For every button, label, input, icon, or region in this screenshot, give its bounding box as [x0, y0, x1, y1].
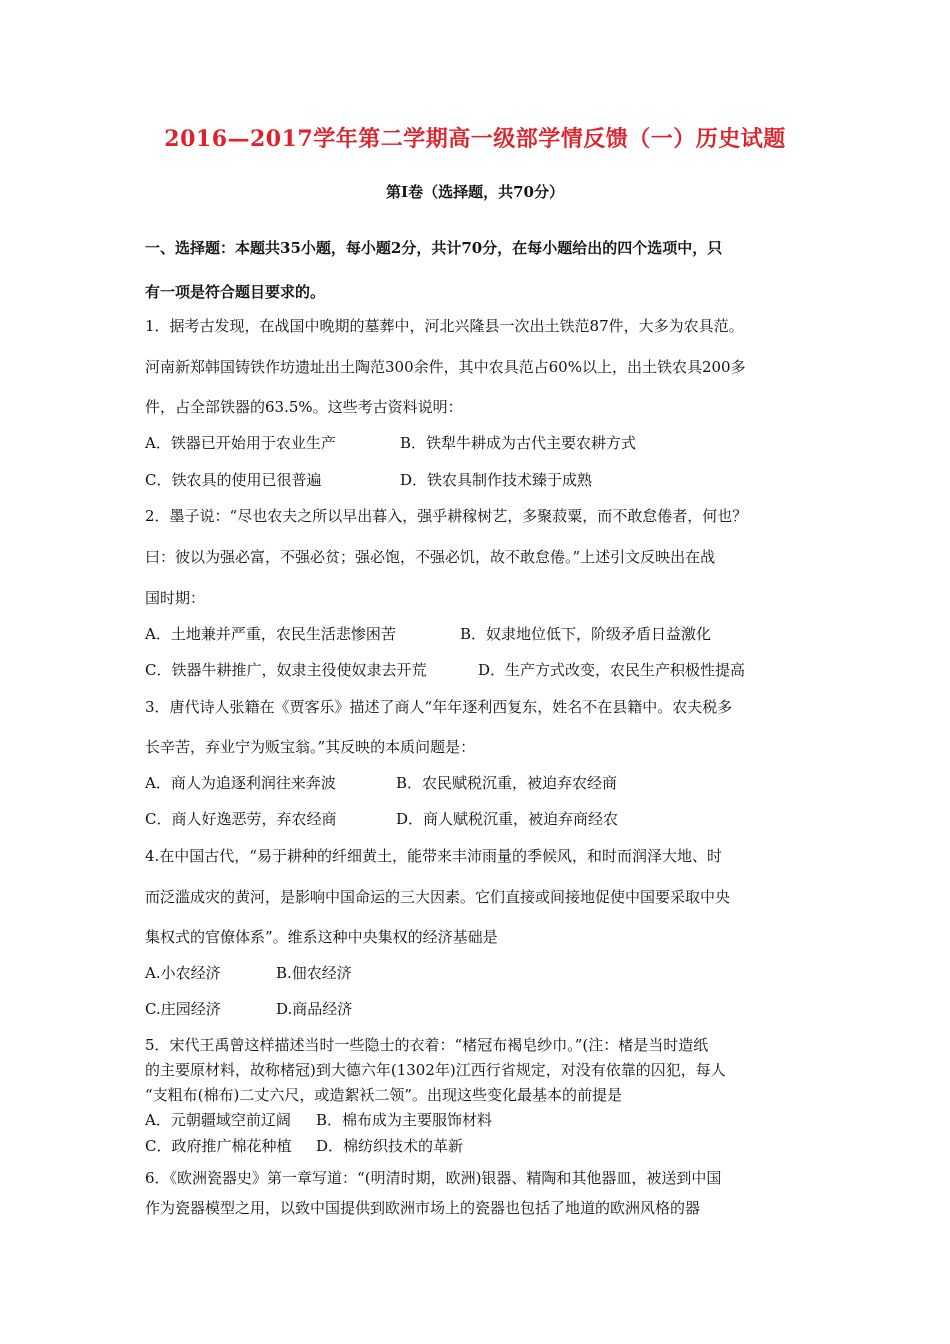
q6-stem-line-2: 作为瓷器模型之用，以致中国提供到欧洲市场上的瓷器也包括了地道的欧洲风格的器 — [145, 1199, 701, 1217]
q3-option-c: C．商人好逸恶劳，弃农经商 — [145, 810, 337, 828]
q5-stem-line-3: “支粗布(棉布)二丈六尺，或造絮袄二领”。出现这些变化最基本的前提是 — [145, 1086, 623, 1104]
q3-option-b: B．农民赋税沉重，被迫弃农经商 — [396, 774, 618, 792]
section-instruction-line-2: 有一项是符合题目要求的。 — [145, 283, 326, 301]
q4-stem-line-2: 而泛滥成灾的黄河，是影响中国命运的三大因素。它们直接或间接地促使中国要采取中央 — [145, 888, 731, 906]
q2-stem-line-1: 2．墨子说：“尽也农夫之所以早出暮入，强乎耕稼树艺，多聚菽粟，而不敢怠倦者，何也？ — [145, 507, 748, 525]
q3-stem-line-2: 长辛苦，弃业宁为贩宝翁。”其反映的本质问题是： — [145, 738, 476, 756]
q2-option-b: B．奴隶地位低下，阶级矛盾日益激化 — [460, 625, 712, 643]
q4-option-d: D.商品经济 — [276, 1000, 353, 1018]
q5-option-c: C．政府推广棉花种植 — [145, 1137, 292, 1155]
q5-stem-line-1: 5．宋代王禹曾这样描述当时一些隐士的衣着：“楮冠布褐皂纱巾。”(注：楮是当时造纸 — [145, 1036, 709, 1054]
q4-option-a: A.小农经济 — [145, 964, 221, 982]
q5-stem-line-2: 的主要原材料，故称楮冠)到大德六年(1302年)江西行省规定，对没有依靠的囚犯，每人 — [145, 1061, 726, 1079]
q1-stem-line-2: 河南新郑韩国铸铁作坊遗址出土陶范300余件，其中农具范占60%以上，出土铁农具200多 — [145, 358, 746, 376]
q1-stem-line-1: 1．据考古发现，在战国中晚期的墓葬中，河北兴隆县一次出土铁范87件，大多为农具范。 — [145, 317, 744, 335]
q2-option-c: C．铁器牛耕推广，奴隶主役使奴隶去开荒 — [145, 661, 427, 679]
q2-stem-line-3: 国时期： — [145, 589, 206, 607]
q6-stem-line-1: 6．《欧洲瓷器史》第一章写道：“(明清时期，欧洲)银器、精陶和其他器皿，被送到中国 — [145, 1169, 722, 1187]
q1-option-a: A．铁器已开始用于农业生产 — [145, 434, 336, 452]
q1-option-c: C．铁农具的使用已很普遍 — [145, 471, 322, 489]
q4-option-b: B.佃农经济 — [276, 964, 352, 982]
q2-stem-line-2: 曰：彼以为强必富，不强必贫；强必饱，不强必饥，故不敢怠倦。”上述引文反映出在战 — [145, 548, 716, 566]
q1-option-b: B．铁犁牛耕成为古代主要农耕方式 — [400, 434, 637, 452]
q1-stem-line-3: 件，占全部铁器的63.5%。这些考古资料说明： — [145, 398, 463, 416]
q4-option-c: C.庄园经济 — [145, 1000, 221, 1018]
q3-option-a: A．商人为追逐利润往来奔波 — [145, 774, 336, 792]
q3-option-d: D．商人赋税沉重，被迫弃商经农 — [396, 810, 619, 828]
q2-option-a: A．土地兼并严重，农民生活悲惨困苦 — [145, 625, 396, 643]
q5-option-a: A．元朝疆域空前辽阔 — [145, 1111, 291, 1129]
q4-stem-line-1: 4.在中国古代，“易于耕种的纤细黄土，能带来丰沛雨量的季候风，和时而润泽大地、时 — [145, 847, 722, 865]
q4-stem-line-3: 集权式的官僚体系”。维系这种中央集权的经济基础是 — [145, 928, 498, 946]
q2-option-d: D．生产方式改变，农民生产积极性提高 — [478, 661, 746, 679]
q5-option-b: B．棉布成为主要服饰材料 — [316, 1111, 493, 1129]
q5-option-d: D．棉纺织技术的革新 — [316, 1137, 464, 1155]
q1-option-d: D．铁农具制作技术臻于成熟 — [400, 471, 593, 489]
section-subtitle: 第Ⅰ卷（选择题，共70分） — [386, 183, 564, 201]
section-instruction-line-1: 一、选择题：本题共35小题，每小题2分，共计70分，在每小题给出的四个选项中，只 — [145, 239, 723, 257]
exam-title: 2016—2017学年第二学期高一级部学情反馈（一）历史试题 — [164, 126, 786, 152]
q3-stem-line-1: 3．唐代诗人张籍在《贾客乐》描述了商人“年年逐利西复东，姓名不在县籍中。农夫税多 — [145, 698, 733, 716]
